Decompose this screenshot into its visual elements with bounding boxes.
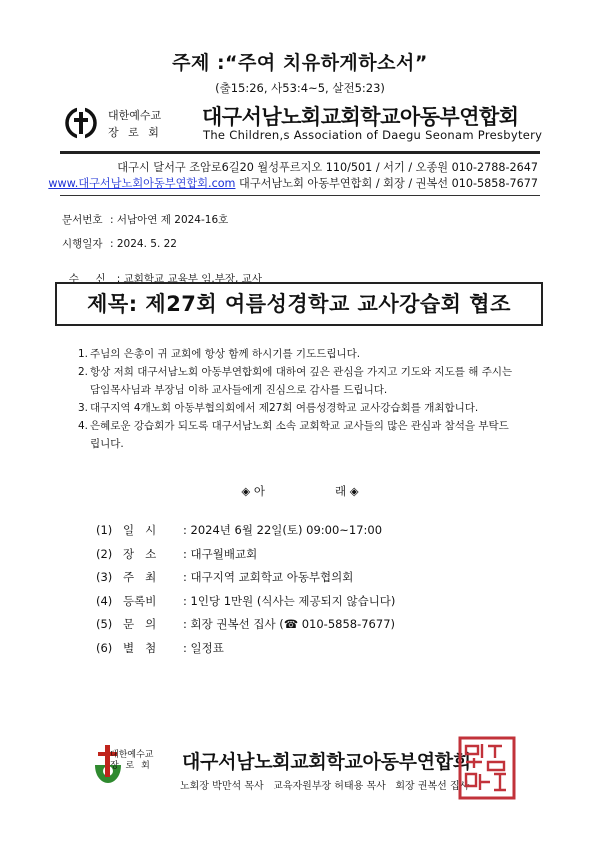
list-item: 1. 주님의 은총이 귀 교회에 항상 함께 하시기를 기도드립니다. (78, 348, 361, 360)
detail-row: (2) 장 소 : 대구월배교회 (96, 546, 258, 561)
contact-divider (60, 195, 540, 196)
below-heading-right: 래 ◈ (335, 484, 359, 498)
theme-scripture-refs: (출15:26, 사53:4~5, 살전5:23) (215, 81, 385, 95)
date-row (62, 236, 177, 251)
contact-line (48, 175, 538, 191)
contact-text: 대구서남노회 아동부연합회 / 회장 / 권복선 010-5858-7677 (239, 177, 538, 190)
below-heading-left: ◈ 아 (241, 484, 265, 498)
website-link[interactable]: www.대구서남노회아동부연합회.com (48, 177, 236, 190)
detail-row: (5) 문 의 : 회장 권복선 집사 (☎ 010-5858-7677) (96, 617, 395, 631)
denomination-label (108, 107, 162, 141)
detail-row: (1) 일 시 : 2024년 6월 22일(토) 09:00~17:00 (96, 523, 383, 537)
doc-number-label: 문서번호 (62, 214, 103, 226)
recipient-label: 수 신 (68, 273, 106, 285)
list-item: 3. 대구지역 4개노회 아동부협의회에서 제27회 여름성경학교 교사강습회를 개최합니다. (78, 402, 479, 414)
header-divider (60, 151, 540, 154)
list-item: 2. 항상 저희 대구서남노회 아동부연합회에 대하여 깊은 관심을 가지고 기도와 지도를 해 주시는 담임목사님과 부장님 이하 교사들에게 진심으로 감사를 드립니다. (78, 366, 513, 396)
detail-row: (6) 별 첨 : 일정표 (96, 640, 224, 655)
organization-name: 대구서남노회교회학교아동부연합회 (202, 105, 519, 129)
organization-name-english: The Children,s Association of Daegu Seonam Presbytery (203, 128, 543, 142)
list-item: 4. 은혜로운 강습회가 되도록 대구서남노회 소속 교회학교 교사들의 많은 관심과 참석을 부탁드립니다. (78, 420, 509, 450)
detail-row: (4) 등록비 : 1인당 1만원 (식사는 제공되지 않습니다) (96, 593, 396, 608)
doc-number-row (62, 212, 228, 227)
recipient-value: : 교회학교 교육부 임.부장, 교사 (116, 273, 262, 285)
document-title: 제목: 제27회 여름성경학교 교사강습회 협조 (87, 292, 511, 316)
church-logo-icon (64, 106, 98, 140)
below-heading (0, 483, 600, 499)
denomination-line-1: 대한예수교 (108, 109, 162, 122)
address-line: 대구시 달서구 조암로6길20 월성푸르지오 110/501 / 서기 / 오종원 010-2788-2647 (117, 161, 538, 174)
doc-number-value: : 서남아연 제 2024-16호 (110, 214, 229, 226)
denomination-line-2: 장 로 회 (108, 126, 162, 139)
footer-organization-name: 대구서남노회교회학교아동부연합회 (182, 751, 471, 773)
detail-row: (3) 주 최 : 대구지역 교회학교 아동부협의회 (96, 570, 354, 584)
footer-denomination: 대한예수교 장 로 회 (110, 750, 154, 771)
footer-officers: 노회장 박만석 목사 교육자원부장 허태용 목사 회장 권복선 집사 (180, 781, 470, 792)
official-seal-icon (458, 736, 516, 800)
theme-heading: 주제 :“주여 치유하게하소서” (172, 52, 428, 74)
event-details (96, 519, 395, 660)
date-value: : 2024. 5. 22 (110, 238, 177, 250)
date-label: 시행일자 (62, 238, 103, 250)
body-paragraphs (78, 345, 518, 453)
